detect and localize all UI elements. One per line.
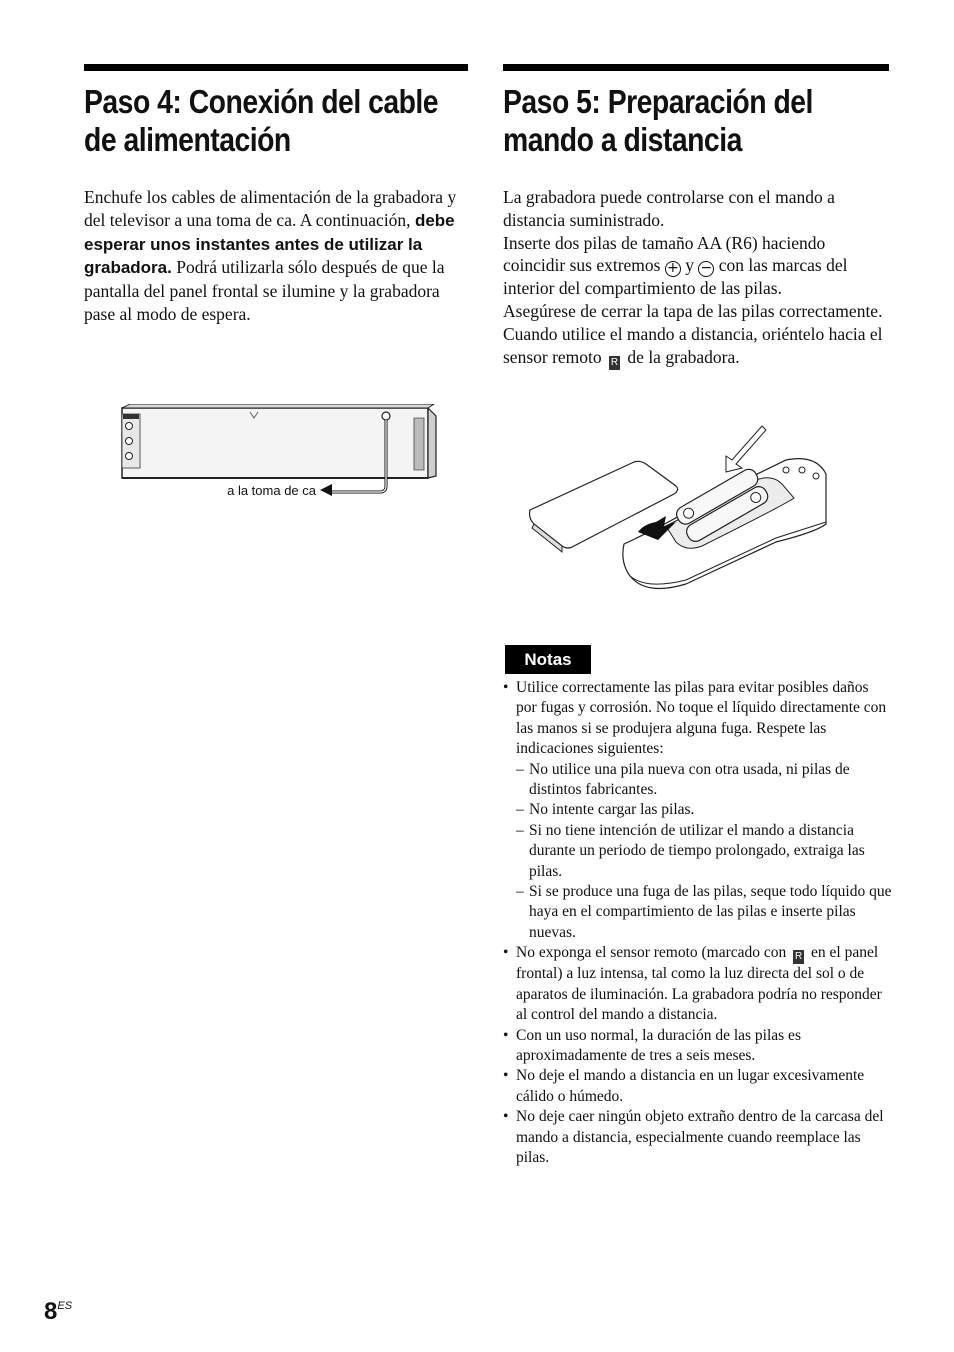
step5-title bbox=[503, 83, 835, 159]
note-remote-a: No exponga el sensor remoto (marcado con bbox=[516, 944, 791, 962]
recorder-rear-illustration bbox=[120, 404, 440, 499]
step5-paragraph-2 bbox=[503, 232, 889, 301]
step4-title-line1: Paso 4: Conexión del cable bbox=[84, 83, 439, 120]
step5-p3a: Asegúrese de cerrar la tapa de las pilas correctamente. Cuando utilice el mando a distancia, oriéntelo hacia el sensor remoto bbox=[503, 301, 883, 367]
step5-title-line1: Paso 5: Preparación del bbox=[503, 83, 813, 120]
notes-badge: Notas bbox=[505, 645, 591, 674]
note-subitem: – Si se produce una fuga de las pilas, seque todo líquido que haya en el compartimiento de las pilas e inserte pilas nuevas. bbox=[503, 882, 893, 943]
remote-sensor-icon: R bbox=[795, 951, 803, 963]
step4-title-line2: de alimentación bbox=[84, 121, 291, 158]
step5-title-line2: mando a distancia bbox=[503, 121, 742, 158]
minus-terminal-icon: − bbox=[698, 261, 714, 277]
note-subitem: – No utilice una pila nueva con otra usada, ni pilas de distintos fabricantes. bbox=[503, 760, 893, 801]
note-subitem: – No intente cargar las pilas. bbox=[503, 800, 893, 820]
plus-terminal-icon: + bbox=[665, 261, 681, 277]
page-language: ES bbox=[57, 1300, 73, 1312]
note-item: • No deje caer ningún objeto extraño dentro de la carcasa del mando a distancia, especialmente cuando reemplace las pilas. bbox=[503, 1107, 893, 1168]
step5-paragraph-1: La grabadora puede controlarse con el mando a distancia suministrado. bbox=[503, 187, 835, 230]
step5-p3b: de la grabadora. bbox=[623, 346, 740, 367]
step4-title bbox=[84, 83, 439, 159]
section-rule bbox=[84, 64, 468, 71]
step4-text-rest: Podrá utilizarla sólo después de que la pantalla del panel frontal se ilumine y la grabadora pase al modo de espera. bbox=[84, 257, 445, 324]
remote-sensor-icon: R bbox=[610, 356, 619, 368]
note-item bbox=[503, 943, 893, 1025]
step4-text-bold: debe esperar unos instantes antes de utilizar la grabadora. bbox=[84, 210, 455, 278]
notes-list bbox=[503, 678, 893, 1168]
step5-p2y: y bbox=[680, 255, 699, 276]
note-item: • Utilice correctamente las pilas para evitar posibles daños por fugas y corrosión. No toque el líquido directamente con las manos si se produjera alguna fuga. Respete las indicaciones siguientes: bbox=[503, 678, 893, 760]
note-remote-b: en el panel frontal) a luz intensa, tal como la luz directa del sol o de aparatos de iluminación. La grabadora podría no responder al control del mando a distancia. bbox=[516, 944, 882, 1024]
step4-section bbox=[84, 64, 468, 326]
page-number-value: 8 bbox=[44, 1298, 58, 1325]
step5-paragraph-3 bbox=[503, 300, 889, 370]
remote-battery-illustration bbox=[526, 424, 831, 596]
step4-body bbox=[84, 186, 468, 326]
step5-p2b: con las marcas del interior del compartimiento de las pilas. bbox=[503, 255, 848, 299]
note-subitem: – Si no tiene intención de utilizar el mando a distancia durante un periodo de tiempo prolongado, extraiga las pilas. bbox=[503, 821, 893, 882]
page-number bbox=[44, 1298, 72, 1326]
step5-p2a: Inserte dos pilas de tamaño AA (R6) haciendo coincidir sus extremos bbox=[503, 232, 826, 276]
section-rule bbox=[503, 64, 889, 71]
figure-label: a la toma de ca bbox=[227, 483, 316, 498]
note-item: • No deje el mando a distancia en un lugar excesivamente cálido o húmedo. bbox=[503, 1066, 893, 1107]
step4-text-intro: Enchufe los cables de alimentación de la grabadora y del televisor a una toma de ca. A continuación, bbox=[84, 187, 457, 230]
step5-section bbox=[503, 64, 889, 370]
note-item: • Con un uso normal, la duración de las pilas es aproximadamente de tres a seis meses. bbox=[503, 1026, 893, 1067]
